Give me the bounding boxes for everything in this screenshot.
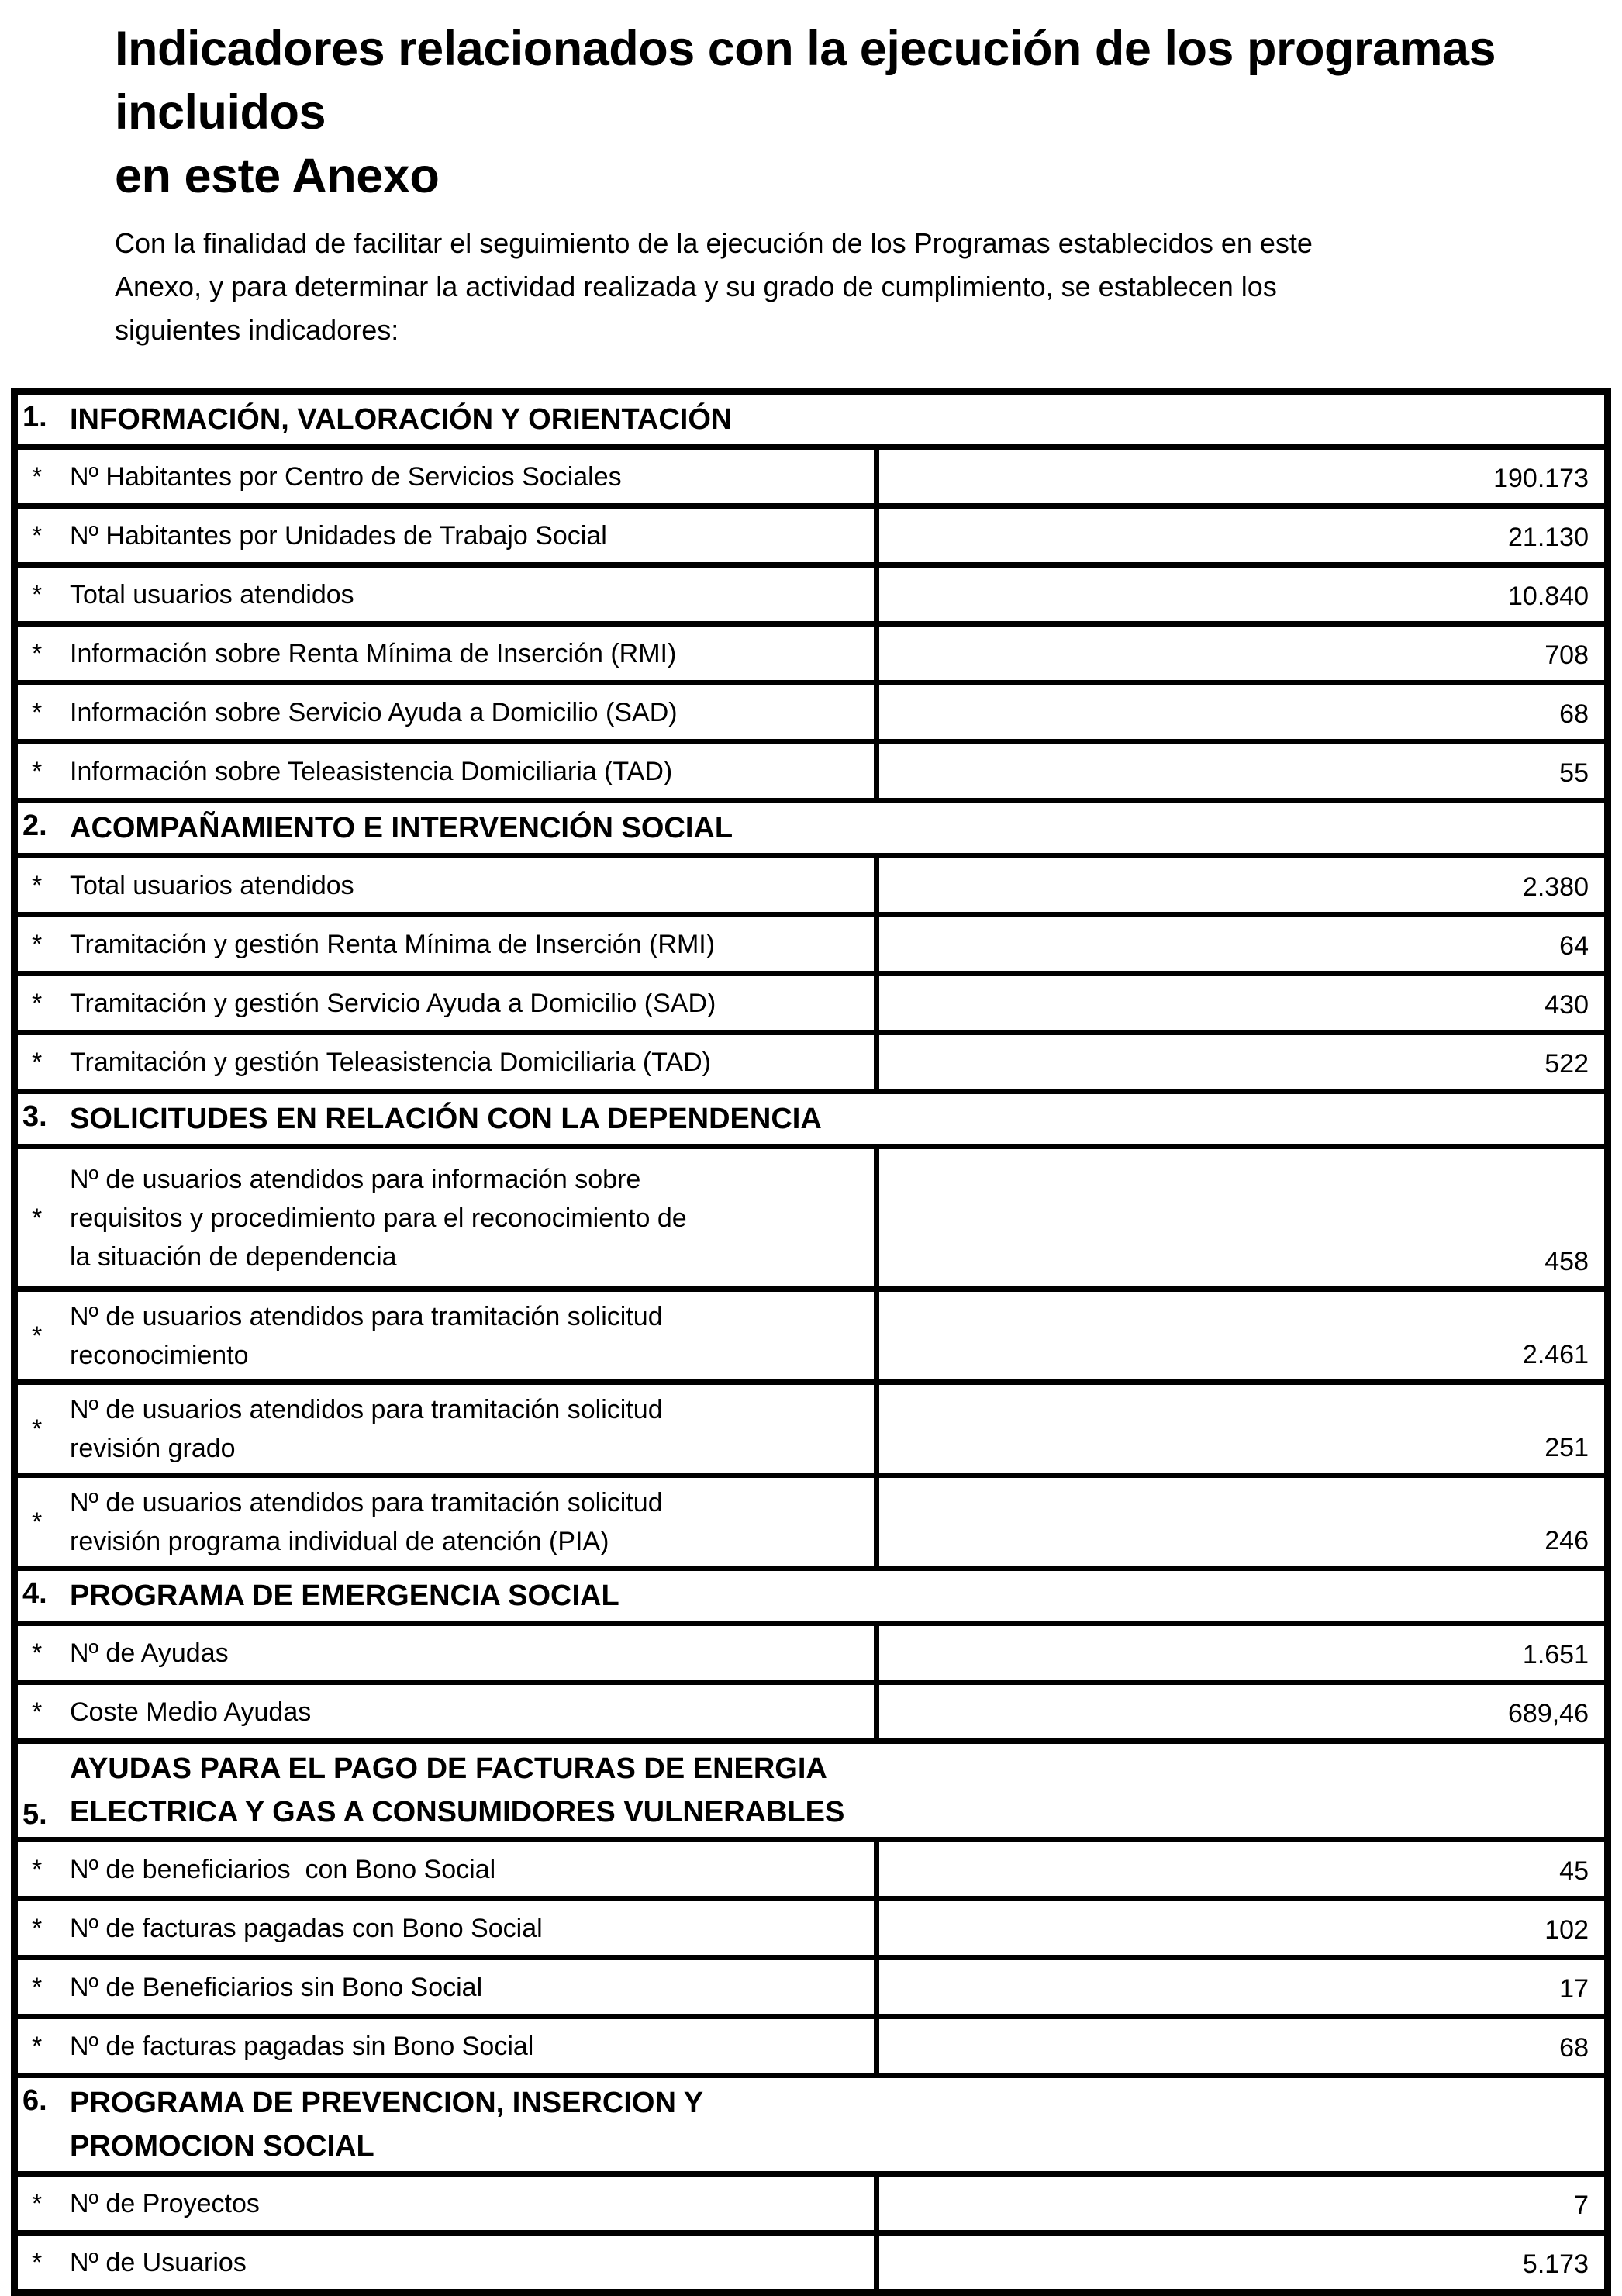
indicator-value: 102	[877, 1899, 1608, 1958]
indicator-value: 10.840	[877, 565, 1608, 624]
indicator-row	[15, 2017, 1608, 2076]
indicator-value: 522	[877, 1033, 1608, 1092]
indicator-label	[70, 2182, 874, 2225]
page-title-line-1: Indicadores relacionados con la ejecución de los programas incluidos	[115, 22, 1510, 140]
label-line: Nº de Usuarios	[70, 2247, 247, 2277]
asterisk-marker: *	[32, 520, 43, 551]
intro-paragraph	[115, 222, 1599, 352]
asterisk-marker: *	[32, 1638, 43, 1668]
indicator-value: 64	[877, 915, 1608, 974]
section-number: 4.	[22, 1577, 47, 1610]
section-header-row	[15, 392, 1608, 447]
indicator-row	[15, 1624, 1608, 1683]
section-number: 5.	[22, 1798, 47, 1831]
asterisk-marker: *	[32, 638, 43, 668]
section-title-line: INFORMACIÓN, VALORACIÓN Y ORIENTACIÓN	[70, 403, 733, 436]
label-line: Nº Habitantes por Centro de Servicios Sociales	[70, 461, 622, 492]
label-line: Nº Habitantes por Unidades de Trabajo Social	[70, 520, 607, 551]
section-header-row	[15, 1569, 1608, 1624]
label-line: la situación de dependencia	[70, 1241, 397, 1272]
indicator-value: 190.173	[877, 447, 1608, 506]
indicator-row	[15, 1899, 1608, 1958]
label-line: Tramitación y gestión Teleasistencia Domiciliaria (TAD)	[70, 1047, 711, 1077]
intro-line-1: Con la finalidad de facilitar el seguimiento de la ejecución de los Programas establecidos en este	[115, 227, 1313, 259]
section-title-line: AYUDAS PARA EL PAGO DE FACTURAS DE ENERGIA	[70, 1752, 827, 1785]
indicator-label	[70, 864, 874, 907]
section-title	[70, 1572, 1604, 1620]
indicator-row	[15, 974, 1608, 1033]
section-header-row	[15, 801, 1608, 856]
section-title-line: PROGRAMA DE PREVENCION, INSERCION Y	[70, 2087, 704, 2119]
indicator-label	[70, 1848, 874, 1891]
label-line: requisitos y procedimiento para el reconocimiento de	[70, 1203, 687, 1233]
section-header-row	[15, 1092, 1608, 1147]
indicator-row	[15, 624, 1608, 683]
indicator-label	[70, 1631, 874, 1675]
indicator-label	[70, 632, 874, 675]
page-title-line-2: en este Anexo	[115, 149, 440, 203]
indicator-value: 708	[877, 624, 1608, 683]
label-line: Información sobre Teleasistencia Domiciliaria (TAD)	[70, 756, 673, 786]
asterisk-marker: *	[32, 1697, 43, 1727]
indicator-label	[70, 455, 874, 499]
asterisk-marker: *	[32, 1321, 43, 1351]
asterisk-marker: *	[32, 1913, 43, 1943]
asterisk-marker: *	[32, 697, 43, 727]
label-line: Nº de facturas pagadas con Bono Social	[70, 1913, 543, 1943]
label-line: revisión grado	[70, 1433, 236, 1463]
section-title	[70, 2079, 1604, 2170]
label-line: Nº de Beneficiarios sin Bono Social	[70, 1972, 483, 2002]
indicator-row	[15, 1958, 1608, 2017]
indicator-value: 1.651	[877, 1624, 1608, 1683]
indicator-label	[70, 1481, 874, 1563]
indicator-row	[15, 1683, 1608, 1742]
section-number: 6.	[22, 2084, 47, 2117]
indicator-value: 7	[877, 2174, 1608, 2233]
asterisk-marker: *	[32, 1047, 43, 1077]
label-line: Información sobre Servicio Ayuda a Domicilio (SAD)	[70, 697, 678, 727]
section-title-line: PROGRAMA DE EMERGENCIA SOCIAL	[70, 1580, 619, 1612]
indicator-value: 45	[877, 1840, 1608, 1899]
indicator-value: 68	[877, 683, 1608, 742]
document-page	[0, 17, 1622, 2279]
indicator-label	[70, 1041, 874, 1084]
section-title-line: ELECTRICA Y GAS A CONSUMIDORES VULNERABLES	[70, 1796, 845, 1828]
asterisk-marker: *	[32, 1854, 43, 1884]
indicator-label	[70, 1907, 874, 1950]
page-title	[115, 17, 1599, 208]
indicator-value: 55	[877, 742, 1608, 801]
label-line: Información sobre Renta Mínima de Inserción (RMI)	[70, 638, 677, 668]
section-title	[70, 395, 1604, 444]
indicator-value: 17	[877, 1958, 1608, 2017]
label-line: Nº de beneficiarios con Bono Social	[70, 1854, 496, 1884]
asterisk-marker: *	[32, 929, 43, 959]
indicator-row	[15, 1290, 1608, 1383]
indicator-row	[15, 2174, 1608, 2233]
indicator-value: 21.130	[877, 506, 1608, 565]
indicator-row	[15, 1840, 1608, 1899]
label-line: Nº de Proyectos	[70, 2188, 260, 2218]
label-line: revisión programa individual de atención (PIA)	[70, 1526, 609, 1556]
indicator-value: 68	[877, 2017, 1608, 2076]
label-line: Tramitación y gestión Renta Mínima de Inserción (RMI)	[70, 929, 716, 959]
indicator-value: 458	[877, 1147, 1608, 1290]
intro-line-3: siguientes indicadores:	[115, 314, 399, 346]
intro-line-2: Anexo, y para determinar la actividad realizada y su grado de cumplimiento, se establecen los	[115, 271, 1277, 302]
label-line: Total usuarios atendidos	[70, 870, 354, 900]
asterisk-marker: *	[32, 2247, 43, 2277]
indicator-row	[15, 742, 1608, 801]
indicator-row	[15, 1476, 1608, 1569]
indicator-value: 251	[877, 1383, 1608, 1476]
section-number: 3.	[22, 1100, 47, 1133]
label-line: reconocimiento	[70, 1340, 249, 1370]
indicator-row	[15, 565, 1608, 624]
section-number: 1.	[22, 401, 47, 433]
asterisk-marker: *	[32, 988, 43, 1018]
asterisk-marker: *	[32, 756, 43, 786]
section-title	[70, 804, 1604, 852]
indicator-label	[70, 923, 874, 966]
indicator-row	[15, 1033, 1608, 1092]
asterisk-marker: *	[32, 870, 43, 900]
indicator-label	[70, 1388, 874, 1470]
indicator-row	[15, 856, 1608, 915]
label-line: Tramitación y gestión Servicio Ayuda a Domicilio (SAD)	[70, 988, 716, 1018]
indicator-value: 2.380	[877, 856, 1608, 915]
label-line: Nº de facturas pagadas sin Bono Social	[70, 2031, 534, 2061]
asterisk-marker: *	[32, 1507, 43, 1537]
indicator-value: 430	[877, 974, 1608, 1033]
asterisk-marker: *	[32, 461, 43, 492]
label-line: Total usuarios atendidos	[70, 579, 354, 609]
indicator-label	[70, 514, 874, 558]
section-title-line: SOLICITUDES EN RELACIÓN CON LA DEPENDENCIA	[70, 1103, 822, 1135]
label-line: Nº de usuarios atendidos para información sobre	[70, 1164, 641, 1194]
label-line: Nº de usuarios atendidos para tramitación solicitud	[70, 1394, 663, 1424]
indicator-row	[15, 2233, 1608, 2293]
label-line: Nº de Ayudas	[70, 1638, 229, 1668]
indicator-label	[70, 1295, 874, 1377]
indicator-row	[15, 1383, 1608, 1476]
section-header-row	[15, 1742, 1608, 1840]
indicator-label	[70, 2025, 874, 2068]
asterisk-marker: *	[32, 1203, 43, 1233]
indicator-label	[70, 573, 874, 616]
indicator-row	[15, 1147, 1608, 1290]
asterisk-marker: *	[32, 579, 43, 609]
asterisk-marker: *	[32, 2031, 43, 2061]
section-title-line: PROMOCION SOCIAL	[70, 2130, 374, 2163]
indicators-table	[11, 388, 1611, 2296]
asterisk-marker: *	[32, 2188, 43, 2218]
section-number: 2.	[22, 810, 47, 842]
indicator-label	[70, 1966, 874, 2009]
indicator-label	[70, 750, 874, 793]
asterisk-marker: *	[32, 1414, 43, 1444]
label-line: Nº de usuarios atendidos para tramitación solicitud	[70, 1301, 663, 1331]
indicator-value: 689,46	[877, 1683, 1608, 1742]
indicator-row	[15, 683, 1608, 742]
section-title-line: ACOMPAÑAMIENTO E INTERVENCIÓN SOCIAL	[70, 812, 733, 844]
indicator-value: 246	[877, 1476, 1608, 1569]
asterisk-marker: *	[32, 1972, 43, 2002]
indicator-value: 5.173	[877, 2233, 1608, 2293]
indicator-row	[15, 506, 1608, 565]
label-line: Coste Medio Ayudas	[70, 1697, 312, 1727]
section-title	[70, 1095, 1604, 1143]
section-title	[70, 1745, 1604, 1836]
indicator-row	[15, 915, 1608, 974]
section-header-row	[15, 2076, 1608, 2174]
indicator-value: 2.461	[877, 1290, 1608, 1383]
label-line: Nº de usuarios atendidos para tramitación solicitud	[70, 1487, 663, 1517]
indicator-label	[70, 2241, 874, 2284]
indicator-label	[70, 982, 874, 1025]
indicator-label	[70, 691, 874, 734]
indicator-label	[70, 1158, 874, 1279]
indicator-row	[15, 447, 1608, 506]
indicator-label	[70, 1690, 874, 1734]
